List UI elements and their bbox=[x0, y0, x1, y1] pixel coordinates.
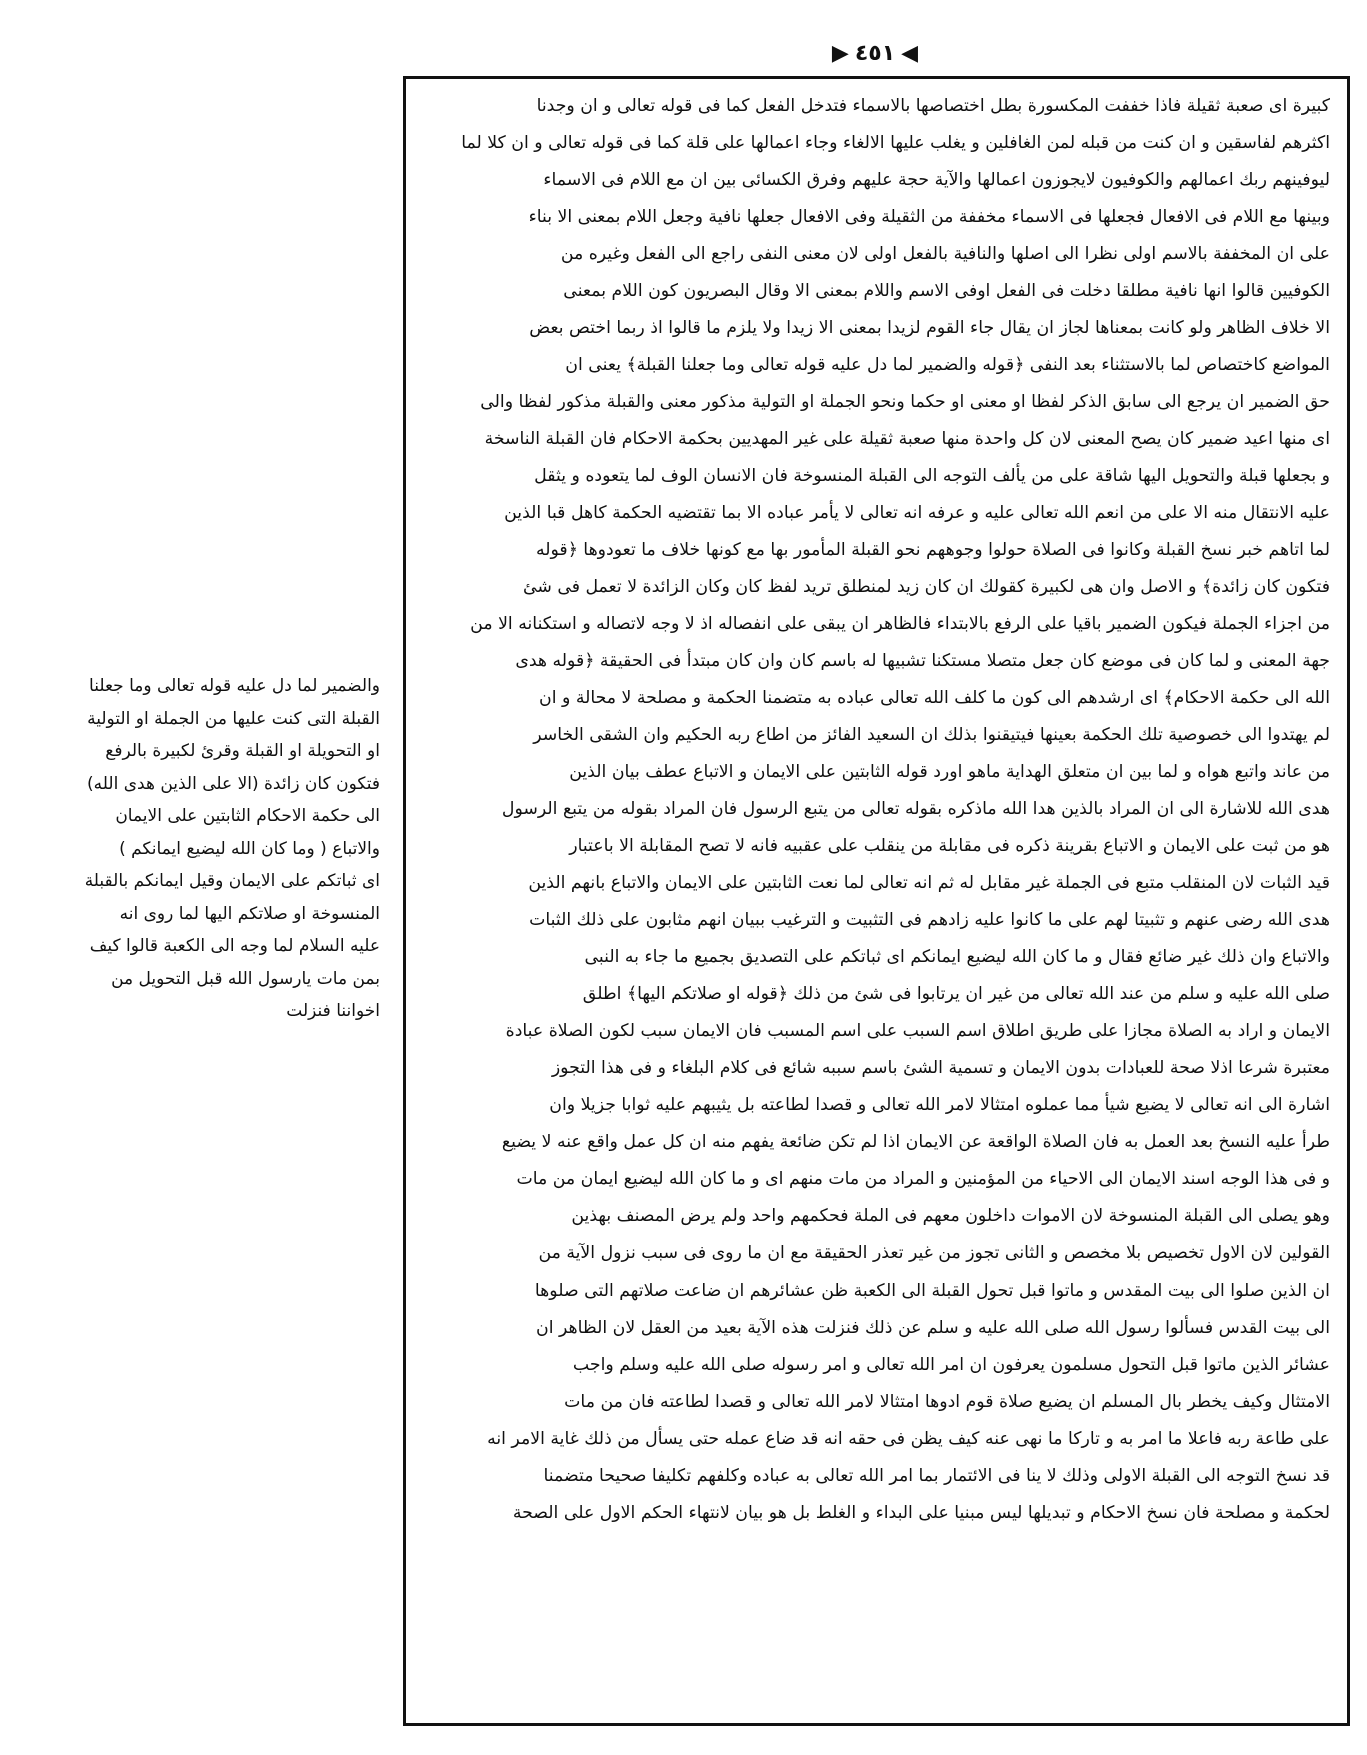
margin-note-line: فتكون كان زائدة (الا على الذين هدى الله) bbox=[87, 773, 380, 794]
margin-note-line: اخواننا فنزلت bbox=[286, 1001, 380, 1021]
main-text-line: عليه الانتقال منه الا على من انعم الله تعالى عليه و عرفه انه تعالى لا يأمر عباده الا بما تقتضيه الحكمة كاهل قبا الذين bbox=[504, 503, 1330, 524]
page-header bbox=[800, 38, 950, 68]
ornament-left-icon: ◀ bbox=[901, 40, 919, 66]
main-text-line: وهو يصلى الى القبلة المنسوخة لان الاموات داخلون معهم فى الملة فحكمهم واحد ولم يرض المصنف بهذين bbox=[571, 1206, 1330, 1227]
main-text-line: و بجعلها قبلة والتحويل اليها شاقة على من يألف التوجه الى القبلة المنسوخة فان الانسان الوف لما يتعوده و يثقل bbox=[534, 466, 1330, 487]
main-text-line: اشارة الى انه تعالى لا يضيع شيأ مما عملوه امتثالا لامر الله تعالى و قصدا لطاعته بل يثيبهم عليه ثوابا جزيلا وان bbox=[549, 1095, 1330, 1116]
main-text-line: قيد الثبات لان المنقلب متبع فى الجملة غير مقابل له ثم انه تعالى لما نعت الثابتين على الايمان والاتباع بانهم الذين bbox=[528, 873, 1330, 894]
main-text-line: ان الذين صلوا الى بيت المقدس و ماتوا قبل تحول القبلة الى الكعبة ظن عشائرهم ان ضاعت صلاتهم التى صلوها bbox=[534, 1280, 1330, 1301]
main-text-line: الامتثال وكيف يخطر بال المسلم ان يضيع صلاة قوم ادوها امتثالا لامر الله تعالى و قصدا لطاعته فان من مات bbox=[564, 1391, 1330, 1412]
main-text-line: القولين لان الاول تخصيص بلا مخصص و الثانى تجوز من غير تعذر الحقيقة مع ان ما روى فى سبب نزول الآية من bbox=[538, 1243, 1330, 1264]
main-text-line: الايمان و اراد به الصلاة مجازا على طريق اطلاق اسم السبب على اسم المسبب فان الايمان سبب لكون الصلاة عبادة bbox=[505, 1021, 1330, 1042]
main-text-line: طرأ عليه النسخ بعد العمل به فان الصلاة الواقعة عن الايمان اذا لم تكن ضائعة يفهم منه ان كل عمل واقع عنه لا يضيع bbox=[501, 1132, 1330, 1153]
main-text-line: ليوفينهم ربك اعمالهم والكوفيون لايجوزون اعمالها والآية حجة عليهم وفرق الكسائى بين ان مع اللام فى الاسماء bbox=[543, 170, 1330, 191]
main-text-line: وبينها مع اللام فى الافعال فجعلها فى الاسماء مخففة من الثقيلة وفى الافعال جعلها نافية وجعل اللام بمعنى الا بناء bbox=[528, 207, 1330, 228]
margin-note-line: والاتباع ( وما كان الله ليضيع ايمانكم ) bbox=[119, 838, 380, 859]
main-text-line: الا خلاف الظاهر ولو كانت بمعناها لجاز ان يقال جاء القوم لزيدا بمعنى الا زيدا ولا يلزم ما قالوا اذ ربما اختص بعض bbox=[529, 318, 1330, 339]
main-text-line: صلى الله عليه و سلم من عند الله تعالى من غير ان يرتابوا فى شئ من ذلك ﴿قوله او صلاتكم اليها﴾ اطلق bbox=[582, 984, 1330, 1005]
main-text-line: جهة المعنى و لما كان فى موضع كان جعل متصلا مستكنا تشبيها له باسم كان وان كان مبتدأ فى الحقيقة ﴿قوله هدى bbox=[515, 651, 1330, 672]
margin-note-line: المنسوخة او صلاتكم اليها لما روى انه bbox=[119, 903, 380, 924]
main-text-line: فتكون كان زائدة﴾ و الاصل وان هى لكبيرة كقولك ان كان زيد لمنطلق تريد لفظ كان وكان الزائدة لا تعمل فى شئ bbox=[522, 577, 1330, 598]
main-text-line: عشائر الذين ماتوا قبل التحول مسلمون يعرفون ان امر الله تعالى و امر رسوله صلى الله عليه وسلم واجب bbox=[572, 1354, 1330, 1375]
main-text-line: والاتباع وان ذلك غير ضائع فقال و ما كان الله ليضيع ايمانكم اى ثباتكم على التصديق بجميع ما جاء به النبى bbox=[584, 947, 1330, 968]
main-text-line: هدى الله للاشارة الى ان المراد بالذين هدا الله ماذكره بقوله تعالى من يتبع الرسول فان المراد بقوله من يتبع الرسول bbox=[501, 799, 1330, 820]
main-text-line: لما اتاهم خبر نسخ القبلة وكانوا فى الصلاة حولوا وجوههم نحو القبلة المأمور بها مع كونها خلاف ما تعودوها ﴿قوله bbox=[535, 540, 1330, 561]
main-text-line: حق الضمير ان يرجع الى سابق الذكر لفظا او معنى او حكما ونحو الجملة او التولية مذكور معنى والقبلة مذكور لفظا والى bbox=[480, 392, 1330, 413]
main-text-line: اى منها اعيد ضمير كان يصح المعنى لان كل واحدة منها صعبة ثقيلة على غير المهديين بحكمة الاحكام فان القبلة الناسخة bbox=[484, 429, 1330, 450]
ornament-right-icon: ▶ bbox=[831, 40, 849, 66]
main-text-line: من اجزاء الجملة فيكون الضمير باقيا على الرفع بالابتداء فالظاهر ان يبقى على انفصاله اذ لا وجه لاتصاله و استكنانه الا من bbox=[470, 614, 1330, 635]
main-text-line: هو من ثبت على الايمان و الاتباع بقرينة ذكره فى مقابلة من ينقلب على عقبيه فانه لا تصح المقابلة الا باعتبار bbox=[569, 836, 1330, 857]
margin-note-line: القبلة التى كنت عليها من الجملة او التولية bbox=[87, 708, 380, 729]
margin-note-line: الى حكمة الاحكام الثابتين على الايمان bbox=[115, 806, 380, 826]
margin-note-line: اى ثباتكم على الايمان وقيل ايمانكم بالقبلة bbox=[84, 871, 380, 891]
main-text-line: معتبرة شرعا اذلا صحة للعبادات بدون الايمان و تسمية الشئ باسم سببه شائع فى كلام البلغاء و فى هذا التجوز bbox=[551, 1058, 1330, 1079]
main-text-line: الكوفيين قالوا انها نافية مطلقا دخلت فى الفعل اوفى الاسم واللام بمعنى الا وقال البصريون كون اللام بمعنى bbox=[563, 281, 1330, 302]
margin-note bbox=[20, 670, 380, 1110]
main-text-line: و فى هذا الوجه اسند الايمان الى الاحياء من المؤمنين و المراد من مات منهم اى و ما كان الله ليضيع ايمان من مات bbox=[516, 1169, 1330, 1190]
margin-note-line: عليه السلام لما وجه الى الكعبة قالوا كيف bbox=[89, 936, 380, 956]
main-text-line: الله الى حكمة الاحكام﴾ اى ارشدهم الى كون ما كلف الله تعالى عباده به متضمنا الحكمة و مصلحة لا محالة و ان bbox=[539, 688, 1330, 709]
main-text-line: اكثرهم لفاسقين و ان كنت من قبله لمن الغافلين و يغلب عليها الالغاء وجاء اعمالها على قلة كما فى قوله تعالى و ان كلا لما bbox=[461, 133, 1330, 154]
margin-note-line: والضمير لما دل عليه قوله تعالى وما جعلنا bbox=[89, 676, 380, 696]
margin-note-line: بمن مات يارسول الله قبل التحويل من bbox=[111, 968, 380, 989]
main-text-line: لحكمة و مصلحة فان نسخ الاحكام و تبديلها ليس مبنيا على البداء و الغلط بل هو بيان لانتهاء الحكم الاول على الصحة bbox=[512, 1502, 1330, 1523]
main-text-line: لم يهتدوا الى خصوصية تلك الحكمة بعينها فيتيقنوا بذلك ان السعيد الفائز من اطاع ربه الحكيم وان الشقى الخاسر bbox=[533, 725, 1330, 746]
margin-note-line: او التحويلة او القبلة وقرئ لكبيرة بالرفع bbox=[105, 741, 380, 761]
main-text-line: كبيرة اى صعبة ثقيلة فاذا خففت المكسورة بطل اختصاصها بالاسماء فتدخل الفعل كما فى قوله تعالى و ان وجدنا bbox=[536, 96, 1330, 116]
main-commentary-text bbox=[420, 88, 1330, 1718]
main-text-line: هدى الله رضى عنهم و تثبيتا لهم على ما كانوا عليه زادهم فى التثبيت و الترغيب ببيان انهم مثابون على ذلك الثبات bbox=[529, 910, 1330, 931]
page-number: ٤٥١ bbox=[854, 40, 896, 66]
main-text-line: الى بيت القدس فسألوا رسول الله صلى الله عليه و سلم عن ذلك فنزلت هذه الآية بعيد من العقل لان الظاهر ان bbox=[536, 1317, 1330, 1338]
main-text-line: على ان المخففة بالاسم اولى نظرا الى اصلها والنافية بالفعل اولى لان معنى النفى راجع الى الفعل وغيره من bbox=[560, 244, 1330, 265]
main-text-line: المواضع كاختصاص لما بالاستثناء بعد النفى ﴿قوله والضمير لما دل عليه قوله تعالى وما جعلنا القبلة﴾ يعنى ان bbox=[565, 355, 1330, 376]
main-text-line: قد نسخ التوجه الى القبلة الاولى وذلك لا ينا فى الائتمار بما امر الله تعالى به عباده وكلفهم تكليفا صحيحا متضمنا bbox=[543, 1465, 1330, 1486]
main-text-line: على طاعة ربه فاعلا ما امر به و تاركا ما نهى عنه كيف يظن فى حقه انه قد ضاع عمله حتى يسأل من ذلك غاية الامر انه bbox=[487, 1428, 1330, 1449]
main-text-line: من عاند واتبع هواه و لما بين ان متعلق الهداية ماهو اورد قوله الثابتين على الايمان و الاتباع عطف بيان الذين bbox=[569, 762, 1330, 783]
